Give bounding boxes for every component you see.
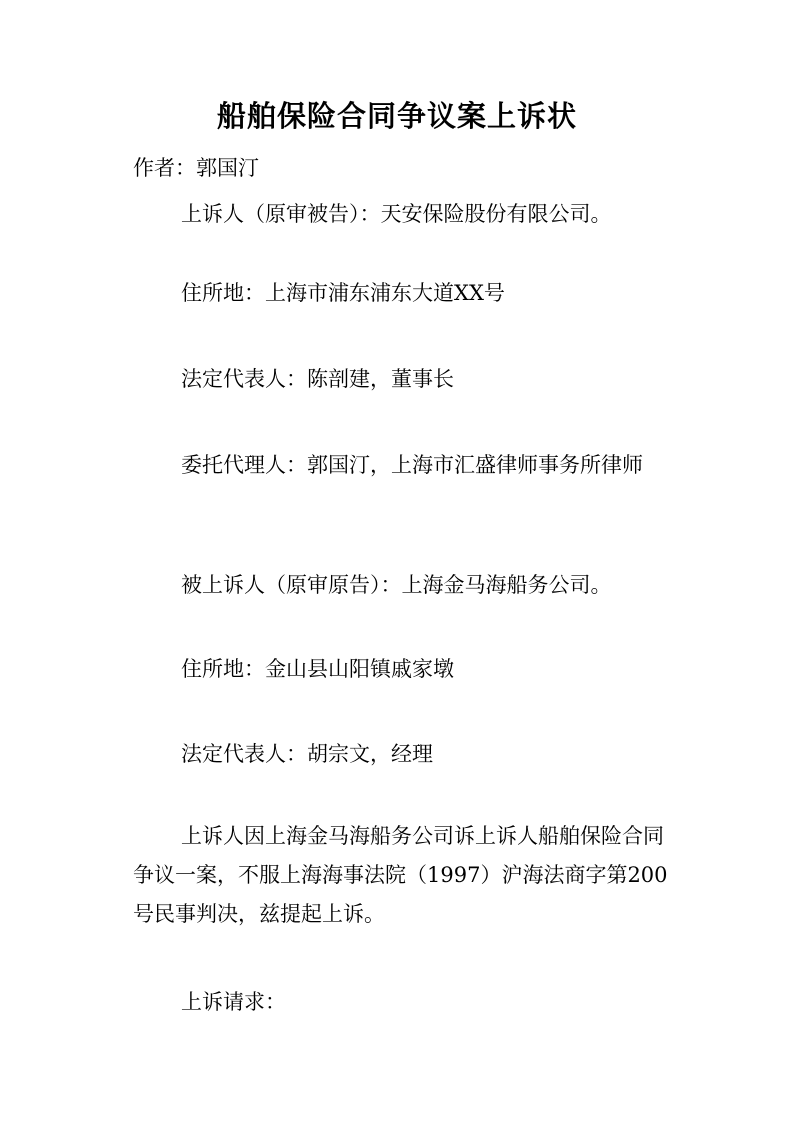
appellee-address-paragraph: 住所地：金山县山阳镇戚家墩 <box>181 657 454 681</box>
appellant-address-paragraph: 住所地：上海市浦东浦东大道XX号 <box>181 281 505 305</box>
author-line: 作者：郭国汀 <box>133 156 259 180</box>
appellant-representative-paragraph: 法定代表人：陈剖建，董事长 <box>181 367 454 391</box>
appeal-reason-paragraph: 上诉人因上海金马海船务公司诉上诉人船舶保险合同争议一案，不服上海海事法院（1997）沪海法商字第200号民事判决，兹提起上诉。 <box>133 824 668 926</box>
appellant-agent-paragraph: 委托代理人：郭国汀，上海市汇盛律师事务所律师 <box>181 453 643 477</box>
appellee-representative-paragraph: 法定代表人：胡宗文，经理 <box>181 742 433 766</box>
appellant-paragraph: 上诉人（原审被告）：天安保险股份有限公司。 <box>181 202 612 226</box>
document-title: 船舶保险合同争议案上诉状 <box>216 99 577 133</box>
appeal-request-heading: 上诉请求： <box>181 990 286 1014</box>
appellee-paragraph: 被上诉人（原审原告）：上海金马海船务公司。 <box>181 573 612 597</box>
